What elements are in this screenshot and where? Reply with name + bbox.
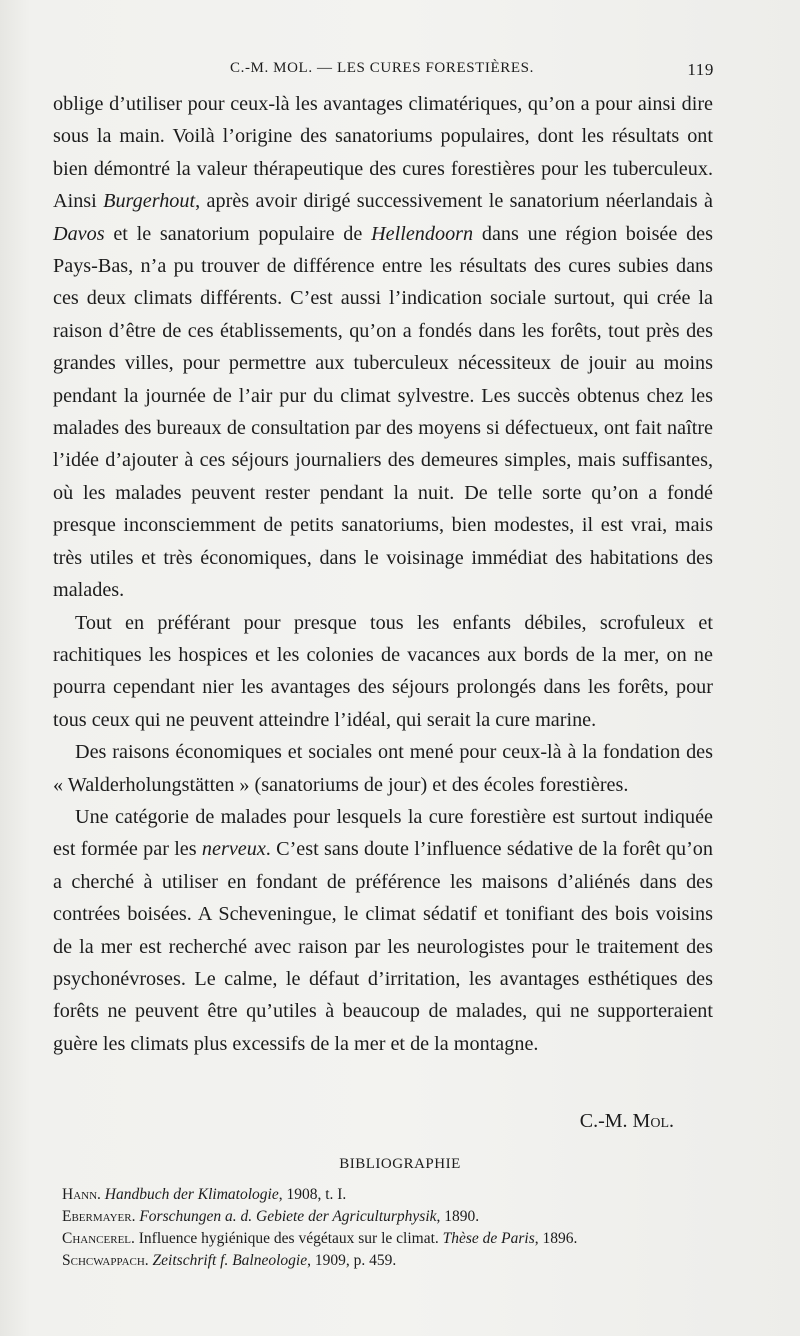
italic-text: Forschungen a. d. Gebiete der Agriculturphysik (139, 1208, 437, 1225)
bibliography-entry (62, 1250, 722, 1272)
text-run: , 1909, p. 459. (307, 1252, 397, 1269)
paragraph (53, 801, 713, 1060)
signature-text: C.-M. Mol. (579, 1110, 674, 1132)
bibliography-entry (62, 1228, 722, 1250)
paragraph (53, 607, 713, 737)
italic-text: Davos (53, 222, 105, 245)
running-title: C.-M. MOL. — LES CURES FORESTIÈRES. (230, 60, 534, 76)
text-run: oblige d’utiliser pour ceux-là les avantages climatériques, qu’on a pour ainsi dire sous la main. Voilà l’origine des sanatoriums populaires, dont les résultats ont bien démontré la valeur thérapeutique des cures forestières pour les tuberculeux. Ainsi (53, 93, 713, 213)
italic-text: Thèse de Paris (442, 1230, 535, 1247)
bibliography-entry (62, 1184, 722, 1206)
text-run: , 1896. (534, 1230, 578, 1247)
body-text (53, 88, 713, 1060)
running-head (52, 60, 714, 84)
text-run: , après avoir dirigé successivement le sanatorium néerlandais à (195, 190, 713, 213)
text-run: . C’est sans doute l’influence sédative de la forêt qu’on a cherché à utiliser en fondant de préférence les maisons d’aliénés dans des contrées boisées. A Scheveningue, le climat sédatif et tonifiant des bois voisins de la mer est recherché avec raison par les neurologistes pour le traitement des psychonévroses. Le calme, le défaut d’irritation, les avantages esthétiques des forêts ne peuvent être qu’utiles à beaucoup de malades, qui ne supporteraient guère les climats plus excessifs de la mer et de la montagne. (53, 838, 713, 1055)
entry-author: Hann. (62, 1186, 101, 1203)
italic-text: Burgerhout (103, 190, 196, 213)
text-run: dans une région boisée des Pays-Bas, n’a pu trouver de différence entre les résultats des cures subies dans ces deux climats différents. C’est aussi l’indication sociale surtout, qui crée la raison d’être de ces établissements, qu’on a fondés dans les forêts, tout près des grandes villes, pour permettre aux tuberculeux nécessiteux de jouir au moins pendant la journée de l’air pur du climat sylvestre. Les succès obtenus chez les malades des bureaux de consultation par des moyens si défectueux, ont fait naître l’idée d’ajouter à ces séjours journaliers des demeures simples, mais suffisantes, où les malades peuvent rester pendant la nuit. De telle sorte qu’on a fondé presque inconsciemment de petits sanatoriums, bien modestes, il est vrai, mais très utiles et très économiques, dans le voisinage immédiat des habitations des malades. (53, 222, 713, 602)
text-run: , 1890. (436, 1208, 480, 1225)
italic-text: Zeitschrift f. Balneologie (152, 1252, 308, 1269)
entry-author: Ebermayer. (62, 1208, 136, 1225)
bibliography-list (62, 1184, 722, 1272)
paragraph (53, 736, 713, 801)
author-signature (580, 1110, 674, 1133)
text-run: et le sanatorium populaire de (104, 222, 372, 245)
page-number: 119 (687, 60, 714, 79)
italic-text: nerveux (201, 838, 266, 861)
text-run: Des raisons économiques et sociales ont mené pour ceux-là à la fondation des « Walderholungstätten » (sanatoriums de jour) et des écoles forestières. (53, 741, 713, 796)
entry-author: Chancerel. (62, 1230, 135, 1247)
italic-text: Handbuch der Klimatologie (104, 1186, 279, 1203)
text-run: Influence hygiénique des végétaux sur le climat. (134, 1230, 443, 1247)
bibliography-heading: BIBLIOGRAPHIE (339, 1156, 461, 1172)
entry-author: Schcwappach. (62, 1252, 149, 1269)
text-run: , 1908, t. I. (278, 1186, 347, 1203)
paragraph (53, 88, 713, 607)
bibliography-entry (62, 1206, 722, 1228)
text-run: Tout en préférant pour presque tous les enfants débiles, scrofuleux et rachitiques les hospices et les colonies de vacances aux bords de la mer, on ne pourra cependant nier les avantages des séjours prolongés dans les forêts, pour tous ceux qui ne peuvent atteindre l’idéal, qui serait la cure marine. (53, 611, 713, 731)
text-run: Une catégorie de malades pour lesquels la cure forestière est surtout indiquée est formée par les (53, 805, 713, 861)
italic-text: Hellendoorn (371, 222, 474, 245)
